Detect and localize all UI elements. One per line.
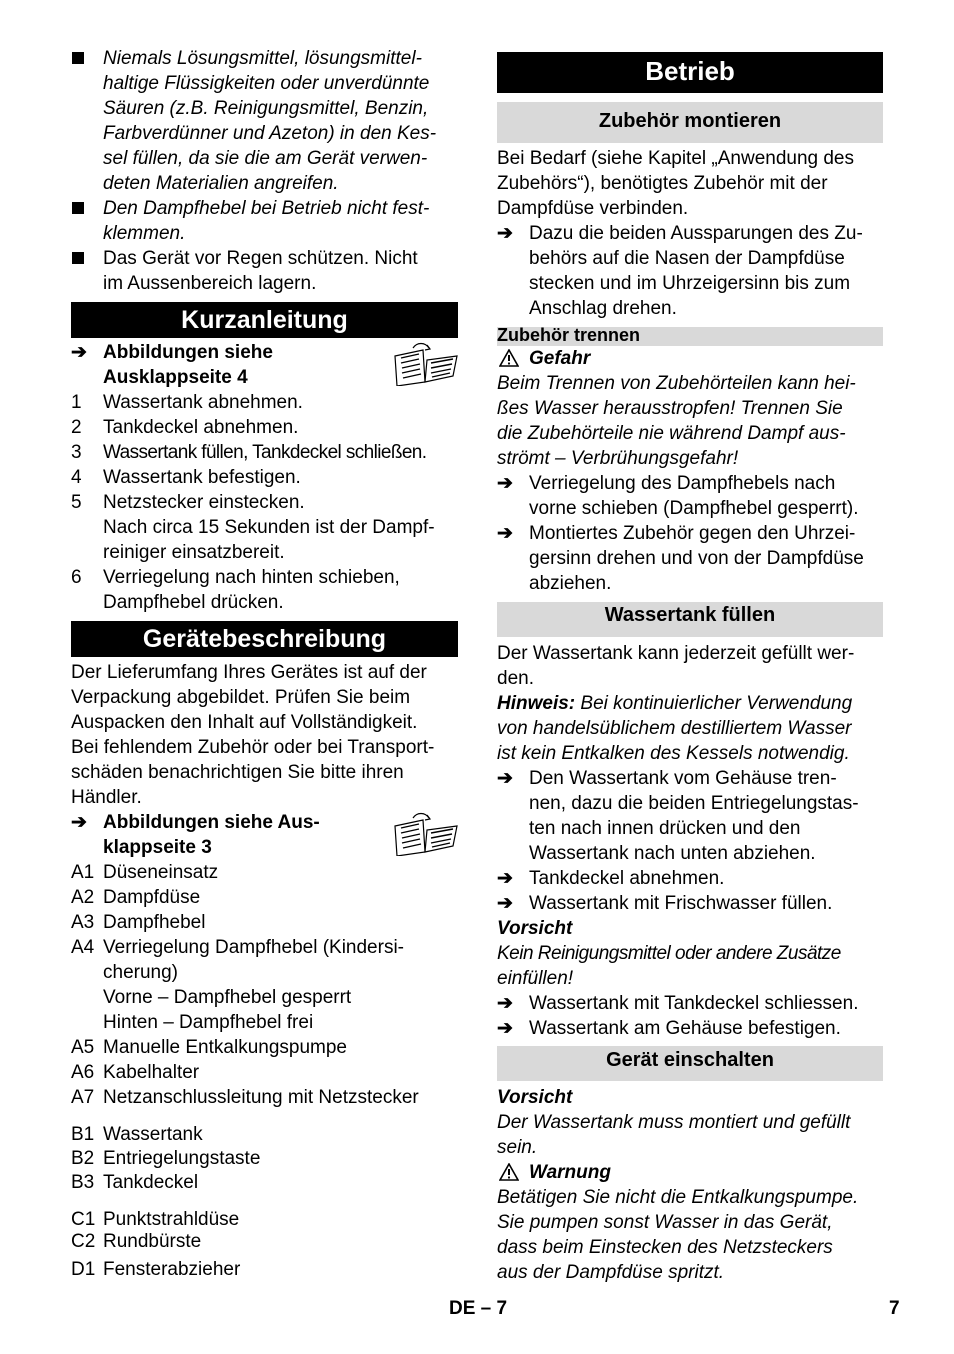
bullet-1-line-3: Säuren (z.B. Reinigungsmittel, Benzin, bbox=[103, 98, 429, 119]
part-code: A3 bbox=[71, 912, 95, 933]
footer-section-label: DE – 7 bbox=[449, 1298, 508, 1319]
part-code: A7 bbox=[71, 1087, 95, 1108]
danger-text: die Zubehörteile nie während Dampf aus- bbox=[497, 423, 846, 444]
danger-label: Gefahr bbox=[529, 348, 591, 369]
intro-line: Auspacken den Inhalt auf Vollständigkeit. bbox=[71, 712, 418, 733]
bullet-1-line-6: deten Materialien angreifen. bbox=[103, 173, 339, 194]
bullet-1-line-4: Farbverdünner und Azeton) in den Kes- bbox=[103, 123, 437, 144]
step-text: behörs auf die Nasen der Dampfdüse bbox=[529, 248, 845, 269]
arrow-icon: ➔ bbox=[497, 523, 513, 544]
caution-text: sein. bbox=[497, 1137, 538, 1158]
step-number: 2 bbox=[71, 417, 82, 438]
part-code: A5 bbox=[71, 1037, 95, 1058]
part-label: cherung) bbox=[103, 962, 178, 983]
step-text: Wassertank abnehmen. bbox=[103, 392, 303, 413]
step-text: Netzstecker einstecken. bbox=[103, 492, 305, 513]
ref-line-2: klappseite 3 bbox=[103, 837, 212, 858]
step-text: Tankdeckel abnehmen. bbox=[103, 417, 299, 438]
hint-line: ist kein Entkalken des Kessels notwendig. bbox=[497, 743, 850, 764]
warning-label: Warnung bbox=[529, 1162, 611, 1183]
part-label: Verriegelung Dampfhebel (Kindersi- bbox=[103, 937, 404, 958]
bullet-1-line-1: Niemals Lösungsmittel, lösungsmittel- bbox=[103, 48, 422, 69]
caution-label: Vorsicht bbox=[497, 1087, 573, 1108]
caution-text: einfüllen! bbox=[497, 968, 574, 989]
step-number: 1 bbox=[71, 392, 82, 413]
text-line: Der Wassertank kann jederzeit gefüllt wer- bbox=[497, 643, 855, 664]
warning-triangle-icon bbox=[499, 1163, 519, 1181]
part-label: Vorne – Dampfhebel gesperrt bbox=[103, 987, 352, 1008]
part-code: A1 bbox=[71, 862, 95, 883]
step-text: gersinn drehen und von der Dampfdüse bbox=[529, 548, 864, 569]
text-line: Zubehörs“), benötigtes Zubehör mit der bbox=[497, 173, 828, 194]
part-code: A2 bbox=[71, 887, 95, 908]
bullet-square bbox=[72, 202, 84, 214]
part-label: Rundbürste bbox=[103, 1231, 202, 1252]
arrow-icon: ➔ bbox=[497, 1018, 513, 1039]
part-label: Netzanschlussleitung mit Netzstecker bbox=[103, 1087, 419, 1108]
step-text: Wassertank nach unten abziehen. bbox=[529, 843, 816, 864]
step-text: Tankdeckel abnehmen. bbox=[529, 868, 725, 889]
bullet-1-line-5: sel füllen, da sie die am Gerät verwen- bbox=[103, 148, 428, 169]
part-code: D1 bbox=[71, 1259, 96, 1280]
subheading-wassertank-fuellen: Wassertank füllen bbox=[497, 602, 883, 637]
step-text: Verriegelung des Dampfhebels nach bbox=[529, 473, 836, 494]
step-text: Nach circa 15 Sekunden ist der Dampf- bbox=[103, 517, 435, 538]
step-text: abziehen. bbox=[529, 573, 612, 594]
intro-line: Verpackung abgebildet. Prüfen Sie beim bbox=[71, 687, 411, 708]
danger-text: strömt – Verbrühungsgefahr! bbox=[497, 448, 739, 469]
text-line: Bei Bedarf (siehe Kapitel „Anwendung des bbox=[497, 148, 855, 169]
hint-line: von handelsüblichem destilliertem Wasser bbox=[497, 718, 852, 739]
arrow-icon: ➔ bbox=[71, 342, 87, 363]
step-text: Wassertank mit Tankdeckel schliessen. bbox=[529, 993, 859, 1014]
intro-line: schäden benachrichtigen Sie bitte ihren bbox=[71, 762, 404, 783]
part-label: Hinten – Dampfhebel frei bbox=[103, 1012, 314, 1033]
step-text: Wassertank befestigen. bbox=[103, 467, 301, 488]
part-code: B3 bbox=[71, 1172, 95, 1193]
danger-text: Beim Trennen von Zubehörteilen kann hei- bbox=[497, 373, 856, 394]
subheading-zubehoer-montieren: Zubehör montieren bbox=[497, 102, 883, 143]
part-code: C1 bbox=[71, 1209, 96, 1230]
bullet-3-line-1: Das Gerät vor Regen schützen. Nicht bbox=[103, 248, 418, 269]
arrow-icon: ➔ bbox=[71, 812, 87, 833]
part-code: B1 bbox=[71, 1124, 95, 1145]
intro-line: Der Lieferumfang Ihres Gerätes ist auf der bbox=[71, 662, 427, 683]
foldout-book-icon bbox=[391, 812, 459, 856]
ref-line-1: Abbildungen siehe Aus- bbox=[103, 812, 320, 833]
intro-line: Händler. bbox=[71, 787, 142, 808]
arrow-icon: ➔ bbox=[497, 868, 513, 889]
step-text: ten nach innen drücken und den bbox=[529, 818, 801, 839]
bullet-3-line-2: im Aussenbereich lagern. bbox=[103, 273, 317, 294]
arrow-icon: ➔ bbox=[497, 223, 513, 244]
text-line: Dampfdüse verbinden. bbox=[497, 198, 689, 219]
arrow-icon: ➔ bbox=[497, 993, 513, 1014]
part-label: Wassertank bbox=[103, 1124, 203, 1145]
arrow-icon: ➔ bbox=[497, 473, 513, 494]
section-heading-geraetebeschreibung: Gerätebeschreibung bbox=[71, 621, 458, 657]
warning-text: Betätigen Sie nicht die Entkalkungspumpe. bbox=[497, 1187, 859, 1208]
arrow-icon: ➔ bbox=[497, 893, 513, 914]
hint-label: Hinweis: bbox=[497, 693, 576, 714]
caution-text: Der Wassertank muss montiert und gefüllt bbox=[497, 1112, 851, 1133]
bullet-square bbox=[72, 252, 84, 264]
ref-line-1: Abbildungen siehe bbox=[103, 342, 273, 363]
bullet-1-line-2: haltige Flüssigkeiten oder unverdünnte bbox=[103, 73, 430, 94]
section-heading-kurzanleitung: Kurzanleitung bbox=[71, 302, 458, 338]
part-label: Tankdeckel bbox=[103, 1172, 199, 1193]
arrow-icon: ➔ bbox=[497, 768, 513, 789]
step-number: 6 bbox=[71, 567, 82, 588]
part-label: Kabelhalter bbox=[103, 1062, 200, 1083]
warning-triangle-icon bbox=[499, 349, 519, 367]
part-label: Fensterabzieher bbox=[103, 1259, 241, 1280]
step-text: nen, dazu die beiden Entriegelungstas- bbox=[529, 793, 859, 814]
hint-text: Bei kontinuierlicher Verwendung bbox=[575, 693, 853, 714]
step-text: Verriegelung nach hinten schieben, bbox=[103, 567, 400, 588]
part-label: Punktstrahldüse bbox=[103, 1209, 240, 1230]
page-number: 7 bbox=[889, 1298, 900, 1319]
step-text: Den Wassertank vom Gehäuse tren- bbox=[529, 768, 837, 789]
step-text: Wassertank mit Frischwasser füllen. bbox=[529, 893, 833, 914]
part-label: Düseneinsatz bbox=[103, 862, 219, 883]
subheading-geraet-einschalten: Gerät einschalten bbox=[497, 1046, 883, 1081]
warning-text: dass beim Einstecken des Netzsteckers bbox=[497, 1237, 833, 1258]
bullet-2-line-1: Den Dampfhebel bei Betrieb nicht fest- bbox=[103, 198, 430, 219]
section-heading-betrieb: Betrieb bbox=[497, 52, 883, 93]
step-text: vorne schieben (Dampfhebel gesperrt). bbox=[529, 498, 859, 519]
hint-line bbox=[497, 691, 883, 716]
caution-text: Kein Reinigungsmittel oder andere Zusätze bbox=[497, 943, 841, 964]
step-number: 3 bbox=[71, 442, 82, 463]
part-label: Dampfhebel bbox=[103, 912, 206, 933]
part-code: C2 bbox=[71, 1231, 96, 1252]
part-code: A6 bbox=[71, 1062, 95, 1083]
ref-line-2: Ausklappseite 4 bbox=[103, 367, 248, 388]
part-label: Manuelle Entkalkungspumpe bbox=[103, 1037, 347, 1058]
step-text: Wassertank am Gehäuse befestigen. bbox=[529, 1018, 841, 1039]
intro-line: Bei fehlendem Zubehör oder bei Transport- bbox=[71, 737, 435, 758]
foldout-book-icon bbox=[391, 342, 459, 386]
danger-text: ßes Wasser herausstropfen! Trennen Sie bbox=[497, 398, 843, 419]
subheading-zubehoer-trennen: Zubehör trennen bbox=[497, 327, 883, 346]
step-text: reiniger einsatzbereit. bbox=[103, 542, 285, 563]
warning-text: Sie pumpen sonst Wasser in das Gerät, bbox=[497, 1212, 833, 1233]
part-code: B2 bbox=[71, 1148, 95, 1169]
warning-text: aus der Dampfdüse spritzt. bbox=[497, 1262, 725, 1283]
part-label: Entriegelungstaste bbox=[103, 1148, 261, 1169]
bullet-square bbox=[72, 52, 84, 64]
step-number: 5 bbox=[71, 492, 82, 513]
text-line: den. bbox=[497, 668, 534, 689]
step-number: 4 bbox=[71, 467, 82, 488]
part-code: A4 bbox=[71, 937, 95, 958]
step-text: Dazu die beiden Aussparungen des Zu- bbox=[529, 223, 863, 244]
step-text: Montiertes Zubehör gegen den Uhrzei- bbox=[529, 523, 856, 544]
step-text: stecken und im Uhrzeigersinn bis zum bbox=[529, 273, 851, 294]
bullet-2-line-2: klemmen. bbox=[103, 223, 186, 244]
part-label: Dampfdüse bbox=[103, 887, 201, 908]
caution-label: Vorsicht bbox=[497, 918, 573, 939]
step-text: Anschlag drehen. bbox=[529, 298, 677, 319]
step-text: Dampfhebel drücken. bbox=[103, 592, 284, 613]
step-text: Wassertank füllen, Tankdeckel schließen. bbox=[103, 442, 427, 463]
